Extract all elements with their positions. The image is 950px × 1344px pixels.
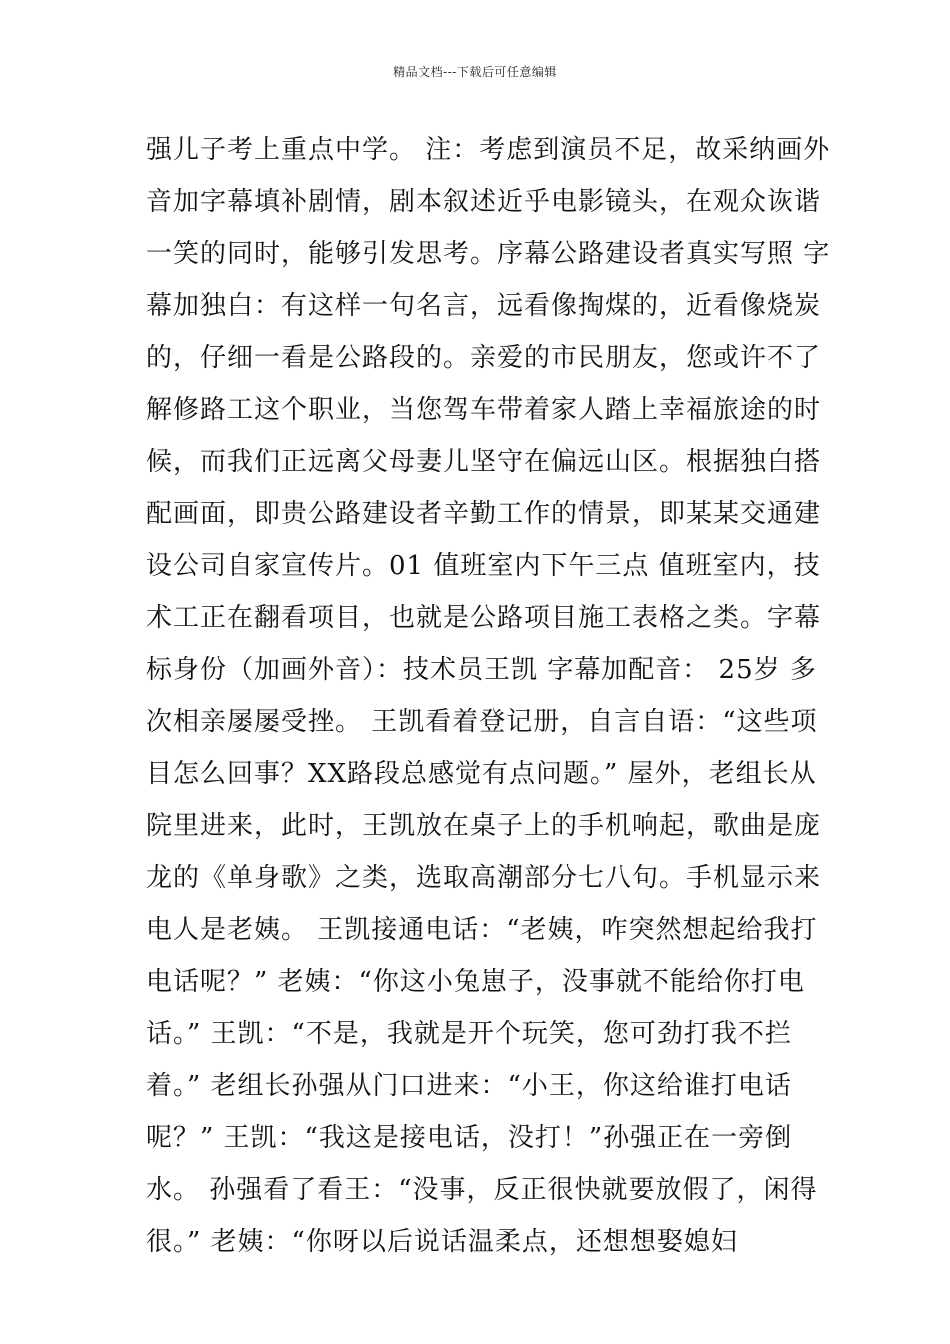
- text-line: 次相亲屡屡受挫。 王凯看着登记册，自言自语：“这些项: [146, 707, 818, 737]
- text-line: 话。” 王凯：“不是，我就是开个玩笑，您可劲打我不拦: [146, 1019, 792, 1049]
- text-line: 的，仔细一看是公路段的。亲爱的市民朋友，您或许不了: [146, 343, 822, 373]
- text-line: 龙的《单身歌》之类，选取高潮部分七八句。手机显示来: [146, 863, 822, 893]
- text-line: 配画面，即贵公路建设者辛勤工作的情景，即某某交通建: [146, 499, 822, 529]
- text-line: 目怎么回事？XX路段总感觉有点问题。” 屋外，老组长从: [146, 759, 817, 789]
- text-line: 院里进来，此时，王凯放在桌子上的手机响起，歌曲是庞: [146, 811, 822, 841]
- page-header: 精品文档---下载后可任意编辑: [393, 65, 557, 79]
- text-line: 呢？” 王凯：“我这是接电话，没打！”孙强正在一旁倒: [146, 1123, 793, 1153]
- text-line: 术工正在翻看项目，也就是公路项目施工表格之类。字幕: [146, 603, 822, 633]
- text-line: 音加字幕填补剧情，剧本叙述近乎电影镜头，在观众诙谐: [146, 187, 822, 217]
- text-line: 标身份（加画外音）：技术员王凯 字幕加配音： 25岁 多: [146, 655, 817, 685]
- text-line: 着。” 老组长孙强从门口进来：“小王，你这给谁打电话: [146, 1071, 792, 1101]
- text-line: 幕加独白：有这样一句名言，远看像掏煤的，近看像烧炭: [146, 291, 822, 321]
- text-line: 强儿子考上重点中学。 注：考虑到演员不足，故采纳画外: [146, 135, 831, 165]
- text-line: 电话呢？” 老姨：“你这小兔崽子，没事就不能给你打电: [146, 967, 805, 997]
- text-line: 候，而我们正远离父母妻儿坚守在偏远山区。根据独白搭: [146, 447, 822, 477]
- text-line: 一笑的同时，能够引发思考。序幕公路建设者真实写照 字: [146, 239, 831, 269]
- text-line: 水。 孙强看了看王：“没事，反正很快就要放假了，闲得: [146, 1175, 818, 1205]
- body-text: [146, 124, 831, 1268]
- text-line: 电人是老姨。 王凯接通电话：“老姨，咋突然想起给我打: [146, 915, 818, 945]
- text-line: 设公司自家宣传片。01 值班室内下午三点 值班室内，技: [146, 551, 821, 581]
- text-line: 很。” 老姨：“你呀以后说话温柔点，还想想娶媳妇: [146, 1227, 738, 1257]
- text-line: 解修路工这个职业，当您驾车带着家人踏上幸福旅途的时: [146, 395, 822, 425]
